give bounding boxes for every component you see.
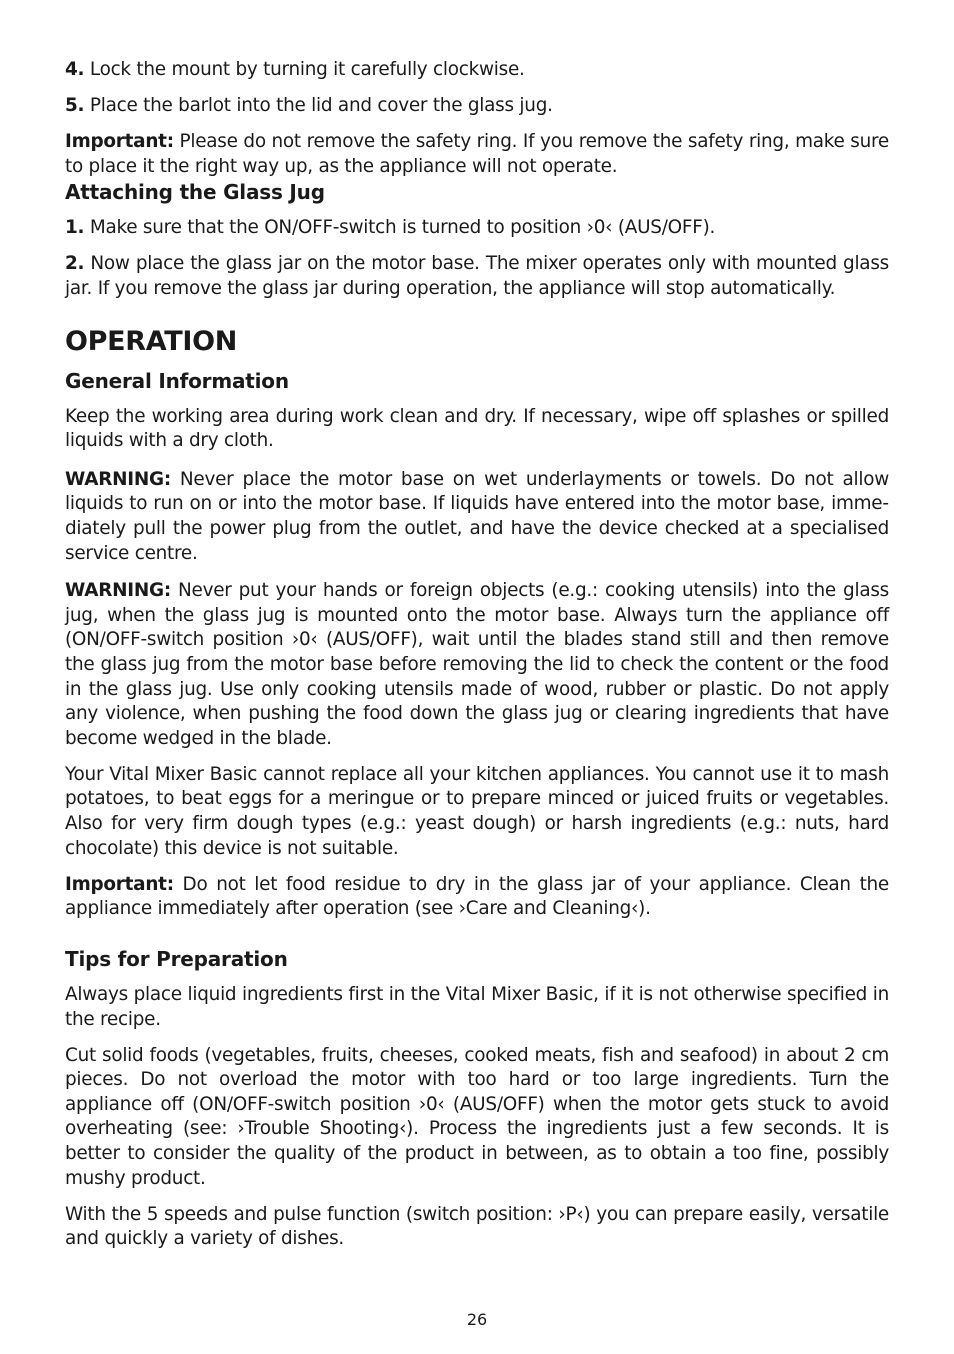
general-information-heading: General Information bbox=[65, 368, 289, 393]
step-4: 4. Lock the mount by turning it carefully clockwise. bbox=[65, 59, 525, 80]
attach-step-2: 2. Now place the glass jar on the motor base. The mixer operates only with mounted glass jar. If you remove the glass jar during operation, the appliance will stop automatically. bbox=[65, 253, 889, 300]
tips-heading: Tips for Preparation bbox=[65, 946, 288, 971]
operation-title: OPERATION bbox=[65, 325, 238, 357]
page-content bbox=[65, 58, 889, 1252]
attaching-heading: Attaching the Glass Jug bbox=[65, 180, 325, 205]
tips-speeds: With the 5 speeds and pulse function (switch position: ›P‹) you can prepare easily, versatile and quickly a variety of dishes. bbox=[65, 1203, 889, 1250]
page-number: 26 bbox=[466, 1310, 488, 1329]
attach-step-1: 1. Make sure that the ON/OFF-switch is turned to position ›0‹ (AUS/OFF). bbox=[65, 217, 716, 239]
general-intro: Keep the working area during work clean and dry. If necessary, wipe off splashes or spilled liquids with a dry cloth. bbox=[65, 405, 889, 452]
tips-liquids-first: Always place liquid ingredients first in the Vital Mixer Basic, if it is not otherwise specified in the recipe. bbox=[65, 983, 889, 1030]
mixer-limits: Your Vital Mixer Basic cannot replace all your kitchen appliances. You cannot use it to mash potatoes, to beat eggs for a meringue or to prepare minced or juiced fruits or vegetables. Also for very firm dough types (e.g.: yeast dough) or harsh ingredients (e.g.: nuts, hard chocolate) this device is not suitable. bbox=[65, 763, 889, 859]
step-5: 5. Place the barlot into the lid and cover the glass jug. bbox=[65, 95, 553, 117]
warning-hands: WARNING: Never put your hands or foreign objects (e.g.: cooking utensils) into the glass jug, when the glass jug is mounted onto the motor base. Always turn the appliance off (ON/OFF-switch position ›0‹ (AUS/OFF), wait until the blades stand still and then remove the glass jug from the motor base before removing the lid to check the content or the food in the glass jug. Use only cooking utensils made of wood, rubber or plastic. Do not apply any violence, when pushing the food down the glass jug or clearing ingredients that have become wedged in the blade. bbox=[65, 580, 889, 749]
tips-cut-solids: Cut solid foods (vegetables, fruits, cheeses, cooked meats, fish and seafood) in about 2 cm pieces. Do not overload the motor with too hard or too large ingredients. Turn the appliance off (ON/OFF-switch position ›0‹ (AUS/OFF) when the motor gets stuck to avoid overheating (see: ›Trouble Shooting‹). Process the ingredients just a few seconds. It is better to consider the quality of the product in between, as to obtain a too fine, possibly mushy product. bbox=[65, 1044, 889, 1189]
warning-motor-base: WARNING: Never place the motor base on wet underlayments or towels. Do not allow liquids to run on or into the motor base. If liquids have entered into the motor base, immediately pull the power plug from the outlet, and have the device checked at a specialised service centre. bbox=[65, 468, 889, 564]
important-safety-ring: Important: Please do not remove the safety ring. If you remove the safety ring, make sure to place it the right way up, as the appliance will not operate. bbox=[65, 131, 889, 177]
important-food-residue: Important: Do not let food residue to dry in the glass jar of your appliance. Clean the appliance immediately after operation (see ›Care and Cleaning‹). bbox=[65, 873, 889, 920]
